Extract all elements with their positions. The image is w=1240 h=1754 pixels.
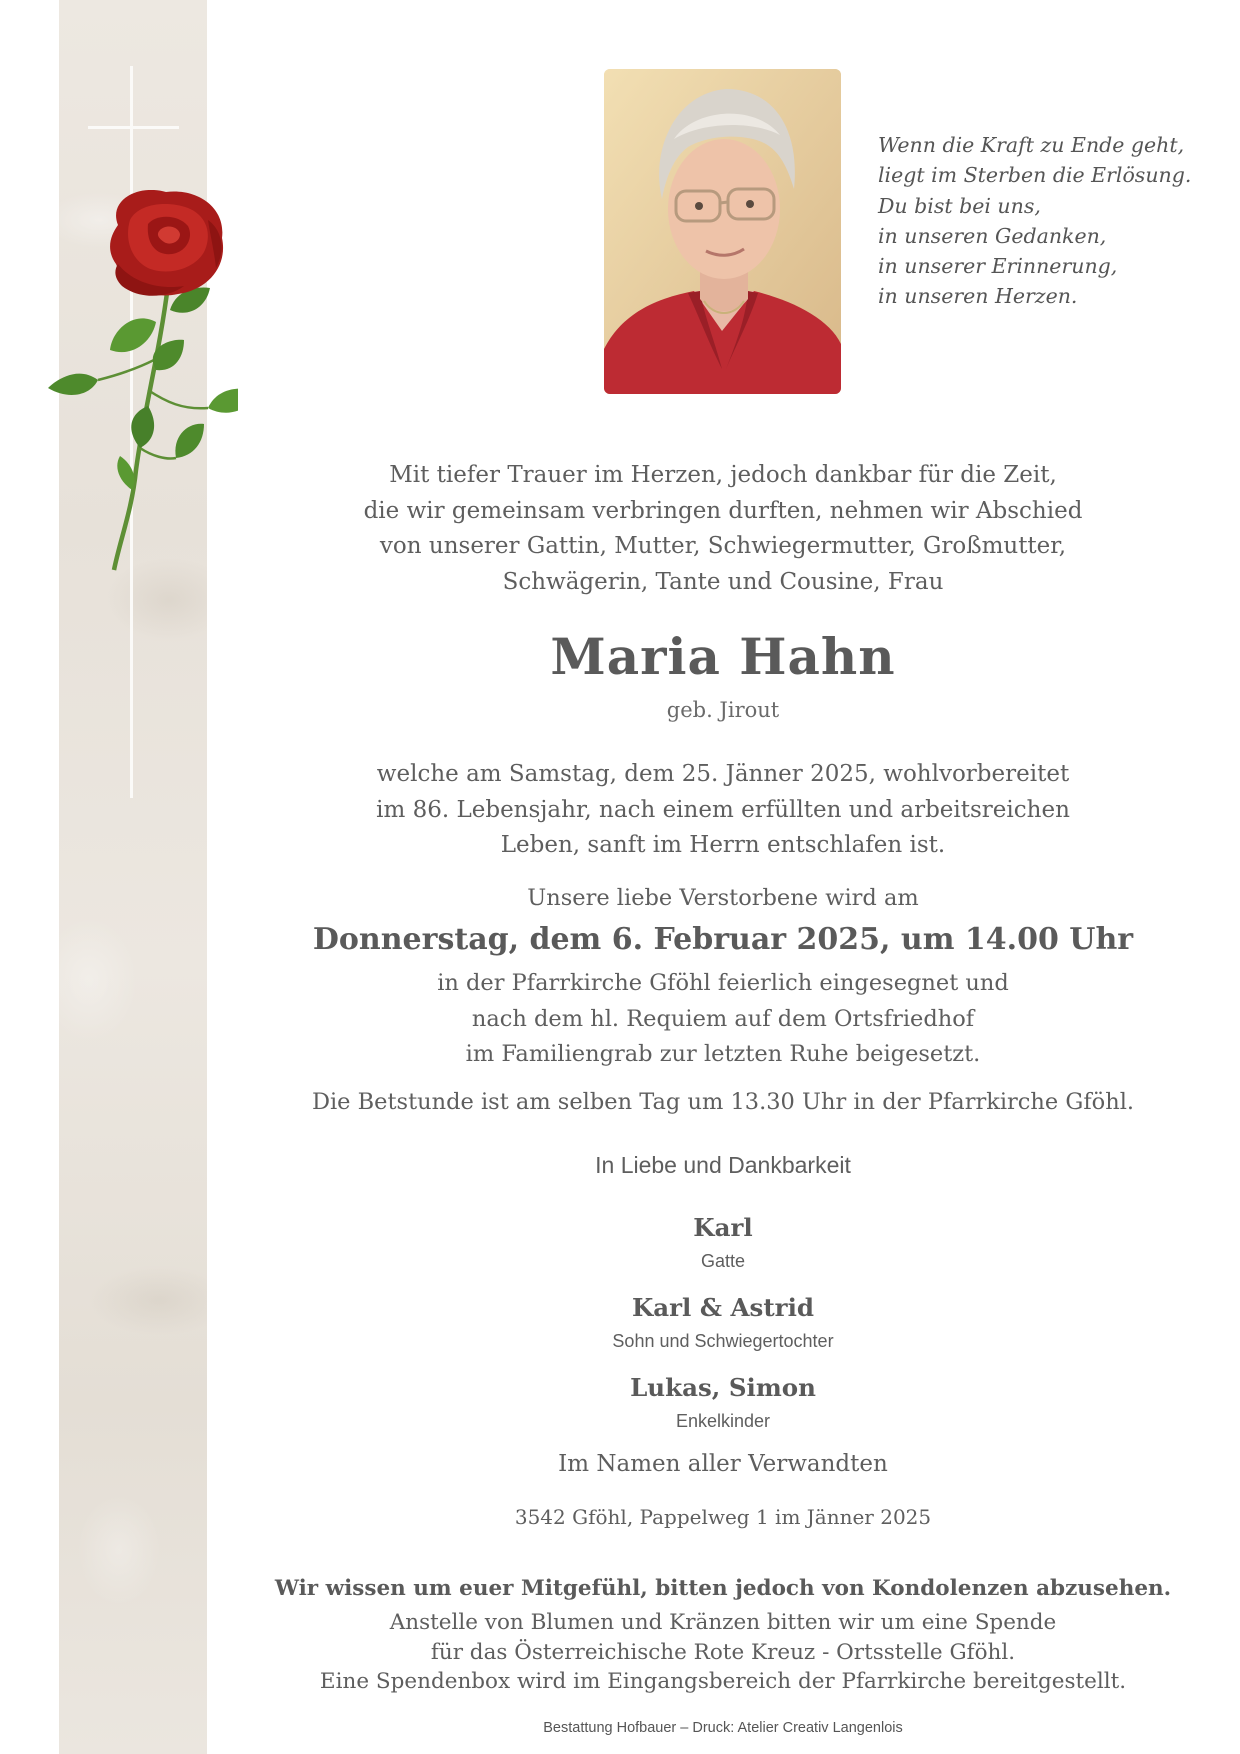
relative-role: Sohn und Schwiegertochter — [612, 1331, 834, 1351]
relative-role: Gatte — [700, 1251, 746, 1271]
funeral-intro: Unsere liebe Verstorbene wird am — [527, 885, 919, 911]
death-line: im 86. Lebensjahr, nach einem erfüllten und arbeitsreichen — [376, 796, 1070, 823]
intro-text — [262, 458, 1184, 600]
footer-credits: Bestattung Hofbauer – Druck: Atelier Creativ Langenlois — [543, 1720, 903, 1736]
relative-name: Karl — [693, 1213, 753, 1242]
funeral-line: nach dem hl. Requiem auf dem Ortsfriedhof — [471, 1005, 975, 1032]
intro-line: von unserer Gattin, Mutter, Schwiegermutter, Großmutter, — [379, 533, 1067, 559]
poem-line: in unseren Gedanken, — [878, 223, 1107, 248]
relatives-all-text: Im Namen aller Verwandten — [558, 1451, 888, 1477]
funeral-date: Donnerstag, dem 6. Februar 2025, um 14.00 Uhr — [312, 922, 1134, 957]
death-line: Leben, sanft im Herrn entschlafen ist. — [500, 832, 946, 858]
closing-text: In Liebe und Dankbarkeit — [595, 1152, 851, 1178]
funeral-text — [262, 966, 1184, 1073]
intro-line: Mit tiefer Trauer im Herzen, jedoch dankbar für die Zeit, — [389, 462, 1057, 488]
poem-line: in unseren Herzen. — [878, 284, 1078, 309]
relative-name: Karl & Astrid — [631, 1293, 815, 1322]
maiden-name: geb. Jirout — [666, 698, 780, 722]
poem-line: Du bist bei uns, — [878, 193, 1041, 218]
rose-icon — [48, 190, 238, 580]
relative-name: Lukas, Simon — [630, 1373, 816, 1402]
poem-line: liegt im Sterben die Erlösung. — [878, 163, 1192, 188]
address-text: 3542 Gföhl, Pappelweg 1 im Jänner 2025 — [514, 1505, 932, 1529]
deceased-name: Maria Hahn — [550, 627, 896, 686]
death-text — [262, 757, 1184, 864]
condolence-note: Wir wissen um euer Mitgefühl, bitten jedoch von Kondolenzen abzusehen. — [274, 1576, 1172, 1601]
funeral-line: im Familiengrab zur letzten Ruhe beigesetzt. — [465, 1041, 981, 1067]
portrait-photo — [604, 69, 841, 394]
poem — [878, 130, 1218, 312]
donation-line: Anstelle von Blumen und Kränzen bitten wir um eine Spende — [389, 1610, 1057, 1635]
donation-line: für das Österreichische Rote Kreuz - Ortsstelle Gföhl. — [430, 1639, 1016, 1665]
cross-icon-horizontal — [88, 126, 179, 129]
donation-line: Eine Spendenbox wird im Eingangsbereich der Pfarrkirche bereitgestellt. — [319, 1669, 1127, 1694]
intro-line: Schwägerin, Tante und Cousine, Frau — [502, 568, 944, 595]
funeral-line: in der Pfarrkirche Gföhl feierlich eingesegnet und — [437, 970, 1009, 996]
relative-role: Enkelkinder — [675, 1411, 771, 1431]
poem-line: in unserer Erinnerung, — [878, 254, 1118, 279]
prayer-text: Die Betstunde ist am selben Tag um 13.30 Uhr in der Pfarrkirche Gföhl. — [311, 1089, 1135, 1115]
donation-text — [262, 1608, 1184, 1697]
poem-line: Wenn die Kraft zu Ende geht, — [878, 133, 1185, 157]
death-line: welche am Samstag, dem 25. Jänner 2025, wohlvorbereitet — [376, 761, 1070, 787]
intro-line: die wir gemeinsam verbringen durften, nehmen wir Abschied — [363, 497, 1083, 524]
